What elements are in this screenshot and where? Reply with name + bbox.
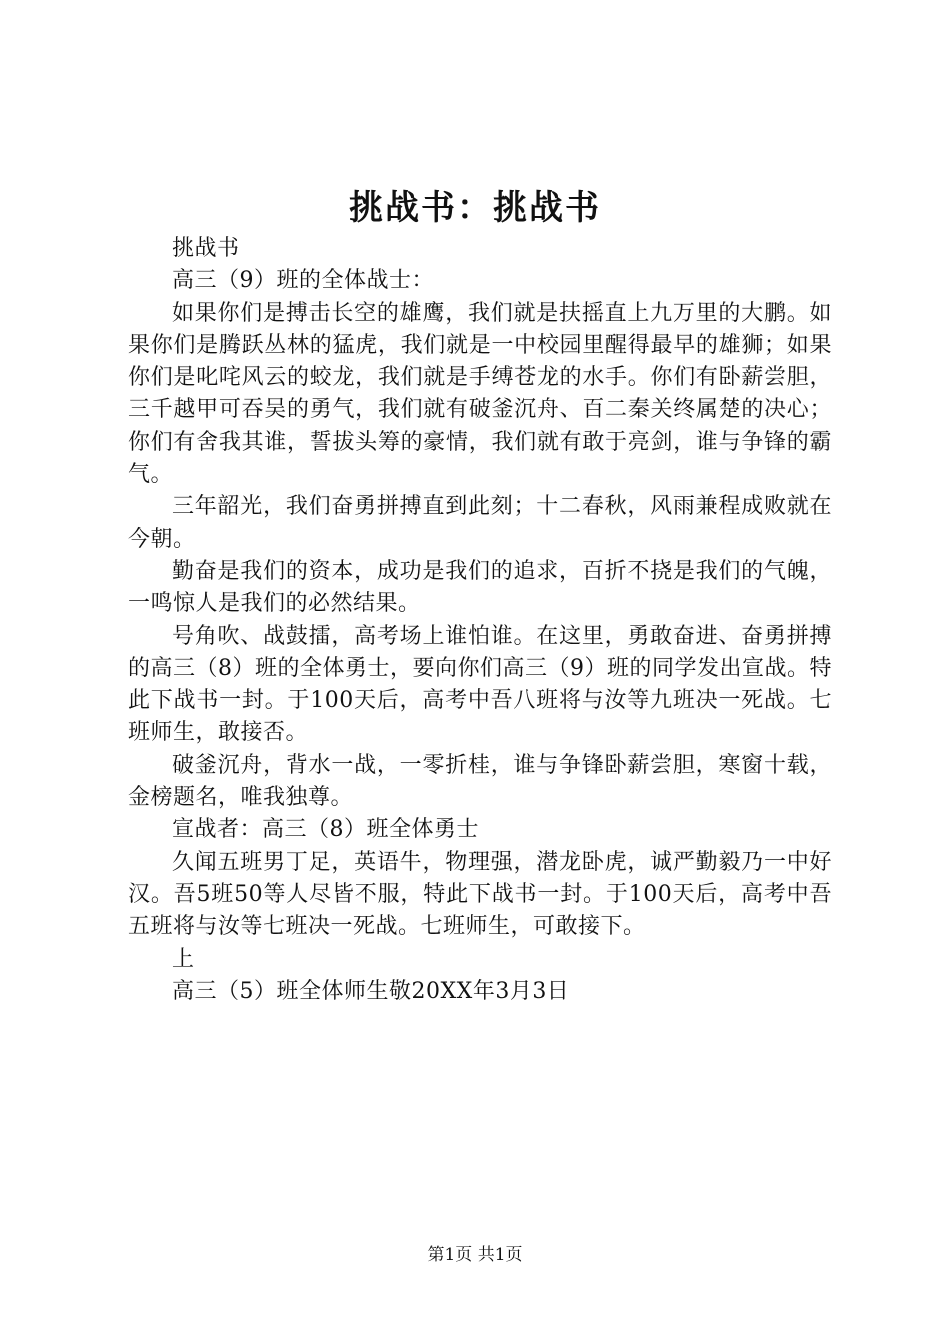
- paragraph-closing: 上: [172, 946, 195, 972]
- paragraph-body: 久闻五班男丁足，英语牛，物理强，潜龙卧虎，诚严勤毅乃一中好汉。吾5班50等人尽皆不服，特此下战书一封。于100天后，高考中吾五班将与汝等七班决一死战。七班师生，可敢接下。: [128, 849, 832, 940]
- document-title: 挑战书：挑战书: [349, 188, 601, 228]
- paragraph-signature-date: 高三（5）班全体师生敬20XX年3月3日: [172, 978, 570, 1004]
- page-number-footer: 第1页 共1页: [427, 1245, 523, 1265]
- paragraph-body: 如果你们是搏击长空的雄鹰，我们就是扶摇直上九万里的大鹏。如果你们是腾跃丛林的猛虎，我们就是一中校园里醒得最早的雄狮；如果你们是叱咤风云的蛟龙，我们就是手缚苍龙的水手。你们有卧薪尝胆，三千越甲可吞吴的勇气，我们就有破釜沉舟、百二秦关终属楚的决心；你们有舍我其谁，誓拔头筹的豪情，我们就有敢于亮剑，谁与争锋的霸气。: [128, 300, 832, 488]
- paragraph-heading: 挑战书: [172, 236, 240, 261]
- paragraph-body: 破釜沉舟，背水一战，一零折桂，谁与争锋卧薪尝胆，寒窗十载，金榜题名，唯我独尊。: [128, 752, 832, 811]
- paragraph-salutation: 高三（9）班的全体战士：: [172, 268, 434, 294]
- document-body: [128, 233, 832, 1008]
- paragraph-body: 三年韶光，我们奋勇拼搏直到此刻；十二春秋，风雨兼程成败就在今朝。: [128, 494, 832, 552]
- paragraph-body: 勤奋是我们的资本，成功是我们的追求，百折不挠是我们的气魄，一鸣惊人是我们的必然结果。: [128, 558, 832, 617]
- paragraph-body: 号角吹、战鼓擂，高考场上谁怕谁。在这里，勇敢奋进、奋勇拼搏的高三（8）班的全体勇士，要向你们高三（9）班的同学发出宣战。特此下战书一封。于100天后，高考中吾八班将与汝等九班决一死战。七班师生，敢接否。: [128, 623, 832, 746]
- paragraph-signature: 宣战者：高三（8）班全体勇士: [172, 817, 479, 843]
